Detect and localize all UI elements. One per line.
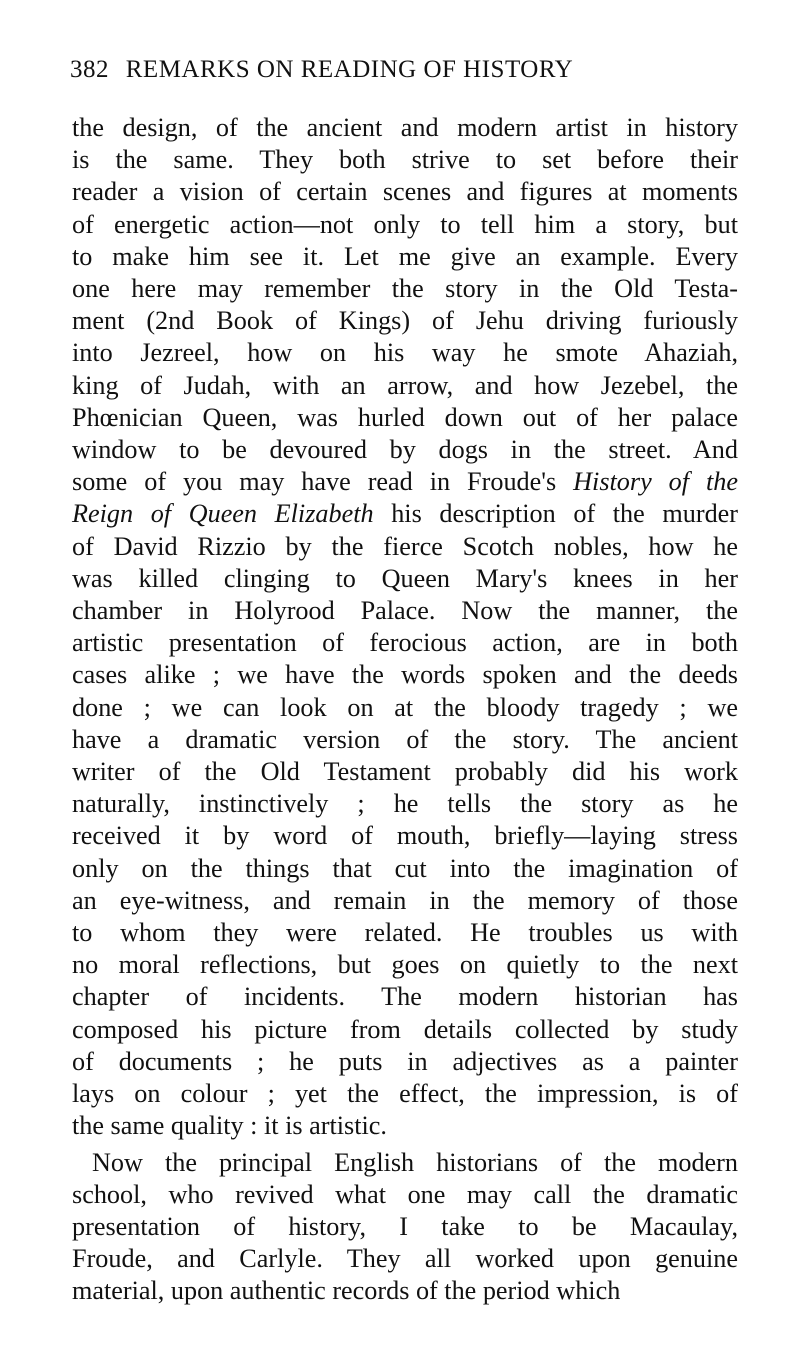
text-line bbox=[72, 659, 738, 691]
line-text: his description of the murder bbox=[373, 499, 739, 529]
line-text: of energetic action—not only to tell him a story, but bbox=[72, 209, 738, 239]
line-text: the design, of the ancient and modern artist in history bbox=[72, 113, 738, 142]
line-text: lays on colour ; yet the effect, the impression, is of bbox=[72, 1079, 738, 1109]
text-line bbox=[72, 627, 738, 659]
text-line bbox=[72, 112, 738, 144]
line-text: was killed clinging to Queen Mary's knees in her bbox=[72, 563, 738, 593]
text-line bbox=[72, 1211, 738, 1243]
line-text: composed his picture from details collected by study bbox=[72, 1014, 738, 1044]
text-line bbox=[72, 1147, 738, 1179]
text-line bbox=[72, 434, 738, 466]
text-line bbox=[72, 241, 738, 273]
line-text: done ; we can look on at the bloody tragedy ; we bbox=[72, 692, 738, 722]
text-line bbox=[72, 209, 738, 241]
line-text: artistic presentation of ferocious action, are in both bbox=[72, 628, 738, 658]
line-text: to whom they were related. He troubles us with bbox=[72, 918, 738, 948]
line-text: Now the principal English historians of the modern bbox=[92, 1147, 738, 1177]
line-text: of David Rizzio by the fierce Scotch nobles, how he bbox=[72, 531, 738, 561]
text-line bbox=[72, 1110, 738, 1142]
line-text: received it by word of mouth, briefly—laying stress bbox=[72, 821, 738, 851]
text-line bbox=[72, 1014, 738, 1046]
line-text: one here may remember the story in the Old Testa- bbox=[72, 274, 738, 304]
line-text: of documents ; he puts in adjectives as a painter bbox=[72, 1046, 738, 1076]
italic-title-text: Reign of Queen Elizabeth bbox=[72, 499, 374, 529]
line-text: writer of the Old Testament probably did his work bbox=[72, 757, 738, 787]
line-text: school, who revived what one may call the dramatic bbox=[72, 1179, 738, 1209]
running-header bbox=[70, 56, 573, 84]
line-text: only on the things that cut into the imagination of bbox=[72, 853, 738, 883]
line-text: material, upon authentic records of the period which bbox=[72, 1276, 621, 1306]
line-text: presentation of history, I take to be Macaulay, bbox=[72, 1211, 738, 1241]
text-line bbox=[72, 498, 738, 530]
paragraph-2 bbox=[72, 1147, 738, 1308]
italic-title-text: History of the bbox=[573, 467, 738, 497]
text-line bbox=[72, 273, 738, 305]
line-text: chamber in Holyrood Palace. Now the manner, the bbox=[72, 596, 738, 626]
text-line bbox=[72, 1078, 738, 1110]
text-line bbox=[72, 466, 738, 498]
text-line bbox=[72, 949, 738, 981]
text-line bbox=[72, 144, 738, 176]
text-line bbox=[72, 531, 738, 563]
text-line bbox=[72, 1179, 738, 1211]
running-title: REMARKS ON READING OF HISTORY bbox=[125, 56, 574, 83]
text-line bbox=[72, 1046, 738, 1078]
line-text: king of Judah, with an arrow, and how Jezebel, the bbox=[72, 370, 738, 400]
line-text: chapter of incidents. The modern historian has bbox=[72, 982, 738, 1012]
text-line bbox=[72, 337, 738, 369]
text-line bbox=[72, 370, 738, 402]
line-text: ment (2nd Book of Kings) of Jehu driving furiously bbox=[72, 306, 738, 336]
line-text: into Jezreel, how on his way he smote Ahaziah, bbox=[72, 338, 738, 368]
text-line bbox=[72, 692, 738, 724]
text-line bbox=[72, 305, 738, 337]
line-text: some of you may have read in Froude's bbox=[72, 467, 574, 497]
text-line bbox=[72, 595, 738, 627]
line-text: Phœnician Queen, was hurled down out of her palace bbox=[72, 402, 738, 432]
text-line bbox=[72, 917, 738, 949]
body-text bbox=[72, 112, 738, 1308]
text-line bbox=[72, 820, 738, 852]
line-text: the same quality : it is artistic. bbox=[72, 1111, 387, 1141]
line-text: have a dramatic version of the story. The ancient bbox=[72, 724, 738, 754]
line-text: Froude, and Carlyle. They all worked upon genuine bbox=[72, 1244, 738, 1274]
line-text: naturally, instinctively ; he tells the story as he bbox=[72, 789, 738, 819]
text-line bbox=[72, 402, 738, 434]
line-text: reader a vision of certain scenes and figures at moments bbox=[72, 177, 738, 207]
text-line bbox=[72, 176, 738, 208]
paragraph-1 bbox=[72, 112, 738, 1143]
line-text: an eye-witness, and remain in the memory of those bbox=[72, 885, 738, 915]
line-text: is the same. They both strive to set before their bbox=[72, 145, 738, 175]
text-line bbox=[72, 853, 738, 885]
text-line bbox=[72, 1275, 738, 1307]
text-line bbox=[72, 885, 738, 917]
text-line bbox=[72, 981, 738, 1013]
text-line bbox=[72, 1243, 738, 1275]
line-text: no moral reflections, but goes on quietly to the next bbox=[72, 950, 738, 980]
page-number: 382 bbox=[70, 56, 109, 83]
text-line bbox=[72, 724, 738, 756]
text-line bbox=[72, 788, 738, 820]
line-text: to make him see it. Let me give an example. Every bbox=[72, 241, 738, 271]
line-text: window to be devoured by dogs in the street. And bbox=[72, 435, 738, 465]
line-text: cases alike ; we have the words spoken and the deeds bbox=[72, 660, 738, 690]
text-line bbox=[72, 756, 738, 788]
text-line bbox=[72, 563, 738, 595]
